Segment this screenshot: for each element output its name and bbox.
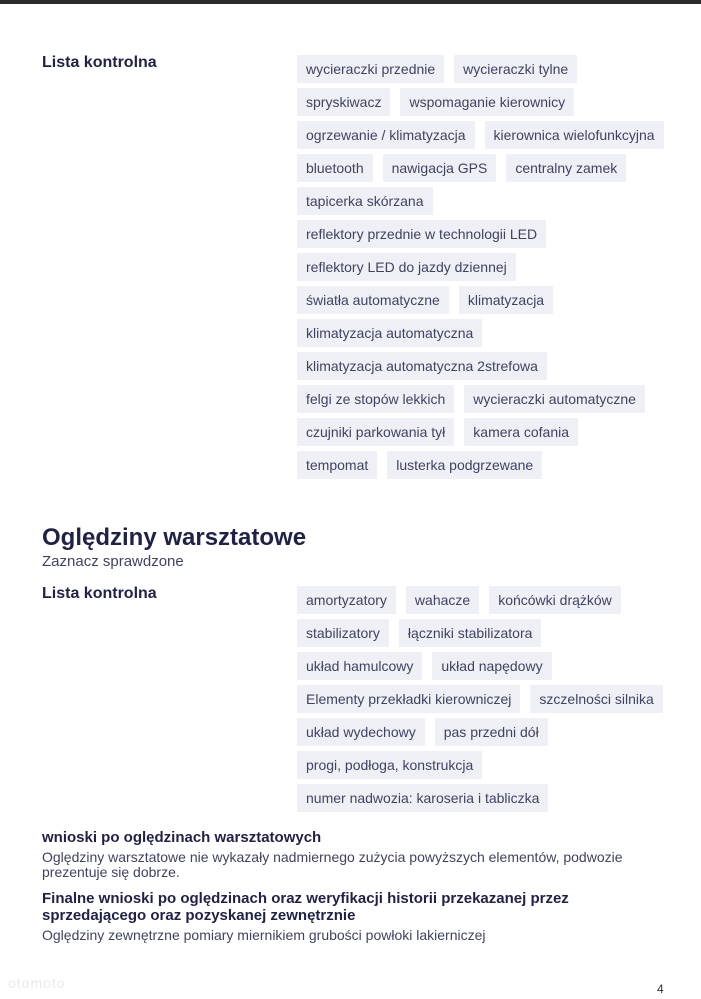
checklist-tag: reflektory przednie w technologii LED bbox=[297, 220, 546, 248]
checklist-tags-equipment bbox=[297, 55, 667, 479]
checklist-label-1: Lista kontrolna bbox=[42, 54, 157, 71]
checklist-tag: łączniki stabilizatora bbox=[399, 619, 542, 647]
note-text-final: Oględziny zewnętrzne pomiary miernikiem grubości powłoki lakierniczej bbox=[42, 927, 486, 943]
checklist-tag: wahacze bbox=[406, 586, 479, 614]
checklist-tag: lusterka podgrzewane bbox=[387, 451, 542, 479]
checklist-tag: numer nadwozia: karoseria i tabliczka bbox=[297, 784, 548, 812]
checklist-tag: wycieraczki automatyczne bbox=[464, 385, 645, 413]
checklist-tag: wspomaganie kierownicy bbox=[400, 88, 574, 116]
section-title: Oględziny warsztatowe bbox=[42, 524, 307, 551]
checklist-tag: progi, podłoga, konstrukcja bbox=[297, 751, 482, 779]
checklist-tag: tapicerka skórzana bbox=[297, 187, 433, 215]
checklist-tag: układ napędowy bbox=[432, 652, 551, 680]
checklist-tag: stabilizatory bbox=[297, 619, 389, 647]
checklist-tag: bluetooth bbox=[297, 154, 373, 182]
checklist-tag: szczelności silnika bbox=[530, 685, 662, 713]
checklist-tag: wycieraczki tylne bbox=[454, 55, 577, 83]
page-number: 4 bbox=[657, 982, 664, 996]
checklist-tag: nawigacja GPS bbox=[383, 154, 497, 182]
section-subtitle: Zaznacz sprawdzone bbox=[42, 553, 184, 570]
checklist-tag: felgi ze stopów lekkich bbox=[297, 385, 454, 413]
checklist-tag: spryskiwacz bbox=[297, 88, 390, 116]
checklist-tag: Elementy przekładki kierowniczej bbox=[297, 685, 520, 713]
checklist-tag: ogrzewanie / klimatyzacja bbox=[297, 121, 475, 149]
top-border bbox=[0, 0, 701, 4]
checklist-tag: amortyzatory bbox=[297, 586, 396, 614]
watermark-logo: otomoto bbox=[8, 975, 66, 991]
checklist-tag: końcówki drążków bbox=[489, 586, 621, 614]
checklist-tag: pas przedni dół bbox=[435, 718, 548, 746]
checklist-tag: kamera cofania bbox=[464, 418, 578, 446]
checklist-tag: układ hamulcowy bbox=[297, 652, 422, 680]
note-text-workshop: Oględziny warsztatowe nie wykazały nadmiernego zużycia powyższych elementów, podwozie prezentuje się dobrze. bbox=[42, 849, 623, 880]
checklist-tag: centralny zamek bbox=[506, 154, 626, 182]
checklist-tag: klimatyzacja automatyczna 2strefowa bbox=[297, 352, 547, 380]
note-heading-final: Finalne wnioski po oględzinach oraz weryfikacji historii przekazanej przez sprzedającego oraz pozyskanej zewnętrznie bbox=[42, 890, 569, 924]
checklist-tag: światła automatyczne bbox=[297, 286, 449, 314]
checklist-tag: czujniki parkowania tył bbox=[297, 418, 454, 446]
checklist-tag: kierownica wielofunkcyjna bbox=[485, 121, 664, 149]
checklist-tags-workshop bbox=[297, 586, 667, 812]
checklist-tag: reflektory LED do jazdy dziennej bbox=[297, 253, 516, 281]
checklist-label-2: Lista kontrolna bbox=[42, 585, 157, 602]
checklist-tag: układ wydechowy bbox=[297, 718, 425, 746]
checklist-tag: klimatyzacja automatyczna bbox=[297, 319, 482, 347]
checklist-tag: klimatyzacja bbox=[459, 286, 553, 314]
note-heading-workshop: wnioski po oględzinach warsztatowych bbox=[42, 829, 322, 846]
checklist-tag: wycieraczki przednie bbox=[297, 55, 444, 83]
checklist-tag: tempomat bbox=[297, 451, 377, 479]
